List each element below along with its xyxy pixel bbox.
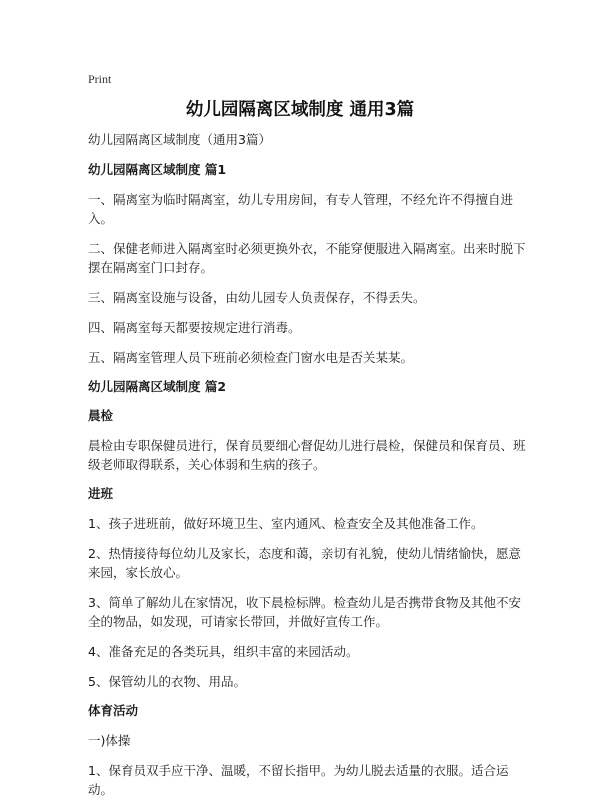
section-2 [88, 378, 528, 799]
entering-class-heading: 进班 [88, 486, 114, 501]
entering-class-paragraph: 1、孩子进班前，做好环境卫生、室内通风、检查安全及其他准备工作。 [88, 516, 484, 531]
section-1-heading: 幼儿园隔离区域制度 篇1 [88, 162, 227, 177]
document-subtitle: 幼儿园隔离区域制度（通用3篇） [88, 132, 271, 147]
print-label: Print [88, 72, 112, 86]
section-1-paragraph: 五、隔离室管理人员下班前必须检查门窗水电是否关某某。 [88, 350, 414, 365]
section-1-paragraph: 一、隔离室为临时隔离室，幼儿专用房间，有专人管理，不经允许不得擅自进入。 [88, 192, 514, 226]
sports-paragraph: 1、保育员双手应干净、温暖，不留长指甲。为幼儿脱去适量的衣服。适合运动。 [88, 763, 509, 797]
morning-check-paragraph: 晨检由专职保健员进行，保育员要细心督促幼儿进行晨检，保健员和保育员、班级老师取得联系，关心体弱和生病的孩子。 [88, 438, 526, 472]
entering-class-paragraph: 3、简单了解幼儿在家情况，收下晨检标牌。检查幼儿是否携带食物及其他不安全的物品，如发现，可请家长带回，并做好宣传工作。 [88, 595, 521, 629]
section-2-heading: 幼儿园隔离区域制度 篇2 [88, 379, 227, 394]
section-1 [88, 161, 528, 367]
sports-heading: 体育活动 [88, 703, 139, 718]
section-1-paragraph: 四、隔离室每天都要按规定进行消毒。 [88, 320, 301, 335]
entering-class-paragraph: 4、准备充足的各类玩具，组织丰富的来园活动。 [88, 644, 359, 659]
entering-class-paragraph: 5、保管幼儿的衣物、用品。 [88, 674, 246, 689]
section-1-paragraph: 二、保健老师进入隔离室时必须更换外衣，不能穿便服进入隔离室。出来时脱下摆在隔离室门口封存。 [88, 241, 526, 275]
document-body [88, 131, 528, 810]
section-1-paragraph: 三、隔离室设施与设备，由幼儿园专人负责保存，不得丢失。 [88, 290, 426, 305]
entering-class-paragraph: 2、热情接待每位幼儿及家长，态度和蔼，亲切有礼貌，使幼儿情绪愉快，愿意来园，家长放心。 [88, 546, 521, 580]
sports-subheading: 一)体操 [88, 733, 131, 748]
morning-check-heading: 晨检 [88, 408, 114, 423]
document-title: 幼儿园隔离区域制度 通用3篇 [185, 100, 415, 120]
